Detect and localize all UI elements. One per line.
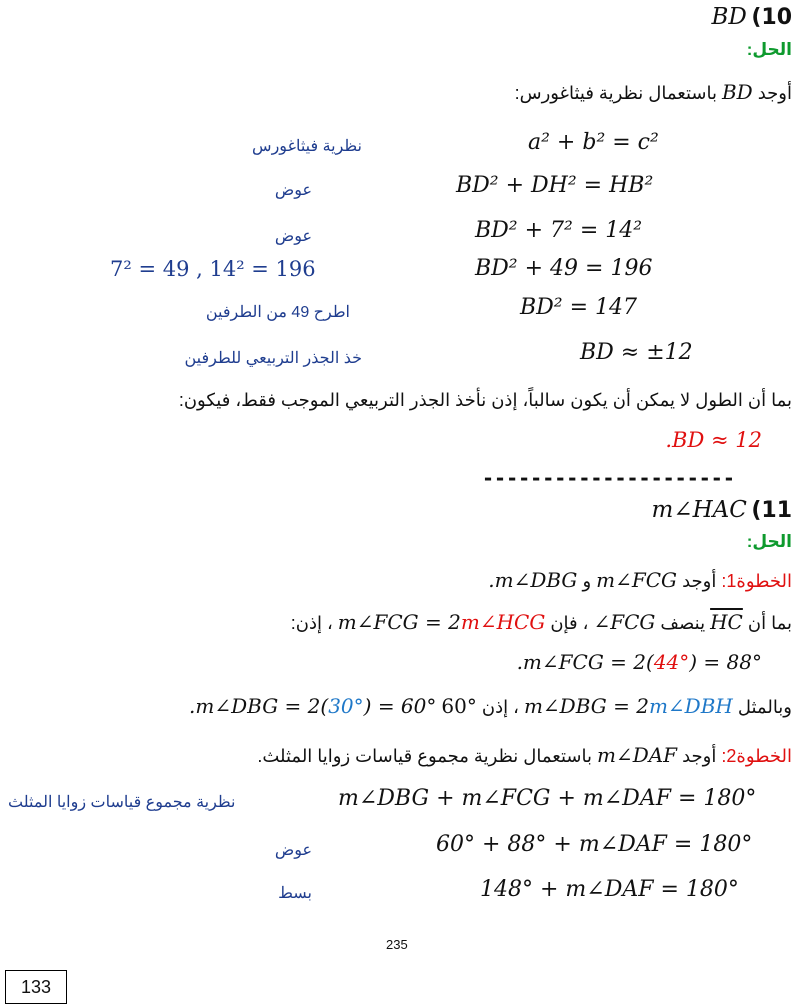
q10-note-3: عوض [274,228,312,245]
q10-header-var: BD [711,4,747,30]
q11-line3 [517,650,762,674]
page-number: 235 [386,937,408,952]
q10-note-4: 7² = 49 , 14² = 196 [110,257,316,281]
q11-step1-label: الخطوة1: [721,571,792,591]
q11-header [652,497,792,523]
q11-note-1: نظرية مجموع قياسات زوايا المثلث [8,794,236,811]
q11-step1 [488,568,792,592]
q11-line4-res-pre: .m∠DBG = 2( [189,694,329,718]
q11-line4 [189,694,792,718]
q10-eq-3 [475,218,642,243]
q11-eq-1 [338,786,756,811]
q10-solution-label: الحل: [746,40,792,59]
q10-answer: .BD ≈ 12 [665,428,762,452]
q11-line4-eq-rhs: m∠DBH [648,694,733,718]
q11-line2-eq-lhs: m∠FCG = 2 [337,610,461,634]
q10-intro [515,80,792,104]
q10-note-2: عوض [274,182,312,199]
q10-eq-6 [580,340,693,365]
q10-eq-4 [475,256,652,281]
q11-line4-pre: وبالمثل [737,697,792,717]
q11-step2-text: أوجد [682,746,717,766]
q11-line4-eq [524,694,733,718]
q11-line4-eq-lhs: m∠DBG = 2 [523,694,649,718]
q11-line2-seg: $\overline{HC}$ [710,610,743,634]
q10-eq-6-text: BD ≈ ±12 [580,340,693,365]
q10-note-1: نظرية فيثاغورس [252,138,362,155]
q11-header-var: m∠HAC [651,497,747,523]
q10-separator: --------------------- [482,466,735,490]
page-box-number: 133 [5,970,67,1004]
q11-step1-var1: m∠FCG [596,568,678,592]
q11-step1-and: و [582,571,592,591]
q10-eq-2 [456,173,653,198]
q11-line4-val: 60° [441,694,477,718]
q10-intro-suffix: باستعمال نظرية فيثاغورس: [514,83,717,103]
q11-line2-eq [338,610,546,634]
q11-eq-2 [436,832,752,857]
q11-number: (11 [751,498,792,523]
q11-line2 [291,610,792,634]
q11-line3-post: ) = 88° [689,650,762,674]
q11-line2-mid: ينصف [660,613,706,633]
q11-eq-3-text: 148° + m∠DAF = 180° [480,877,739,902]
q11-line2-eq-rhs: m∠HCG [460,610,546,634]
q10-eq-3-text: BD² + 7² = 14² [475,218,643,243]
q10-eq-2-text: BD² + DH² = HB² [456,173,654,198]
q11-solution-label: الحل: [746,532,792,551]
q11-step1-var2: .m∠DBG [488,568,578,592]
q11-line2-then: ، فإن [550,613,589,633]
q11-line4-res-post: ) = 60° [363,694,437,718]
q10-header [712,4,792,30]
q11-eq-1-text: m∠DBG + m∠FCG + m∠DAF = 180° [338,786,757,811]
q11-line4-res [189,694,436,718]
q11-step1-text: أوجد [682,571,717,591]
q10-note-6: خذ الجذر التربيعي للطرفين [184,350,362,367]
q11-line3-pre: .m∠FCG = 2( [516,650,654,674]
q10-eq-5-text: BD² = 147 [520,295,638,320]
q10-eq-1-text: a² + b² = c² [528,130,659,155]
q11-line4-mid: ، إذن [481,697,519,717]
q11-note-3: بسط [278,885,312,902]
q10-eq-1 [528,130,659,155]
q11-line4-res-val: 30° [328,694,364,718]
q10-eq-4-text: BD² + 49 = 196 [475,256,653,281]
q11-line2-end: ، إذن: [290,613,333,633]
q11-line2-angle: ∠FCG [593,610,656,634]
q10-eq-5 [520,295,637,320]
q10-note-5: اطرح 49 من الطرفين [205,304,350,321]
q10-number: (10 [751,5,792,30]
q11-step2-label: الخطوة2: [721,746,792,766]
q11-line3-val: 44° [653,650,690,674]
q11-eq-3 [480,877,739,902]
q11-eq-2-text: 60° + 88° + m∠DAF = 180° [436,832,753,857]
q11-line2-pre: بما أن [747,613,792,633]
q11-note-2: عوض [274,842,312,859]
q10-intro-text: أوجد [757,83,792,103]
q11-step2-var: m∠DAF [596,743,678,767]
q10-conclusion: بما أن الطول لا يمكن أن يكون سالباً، إذن نأخذ الجذر التربيعي الموجب فقط، فيكون: [178,390,792,410]
q10-intro-var: BD [721,80,753,104]
q11-step2-suffix: باستعمال نظرية مجموع قياسات زوايا المثلث. [257,746,592,766]
q11-step2 [257,743,792,767]
